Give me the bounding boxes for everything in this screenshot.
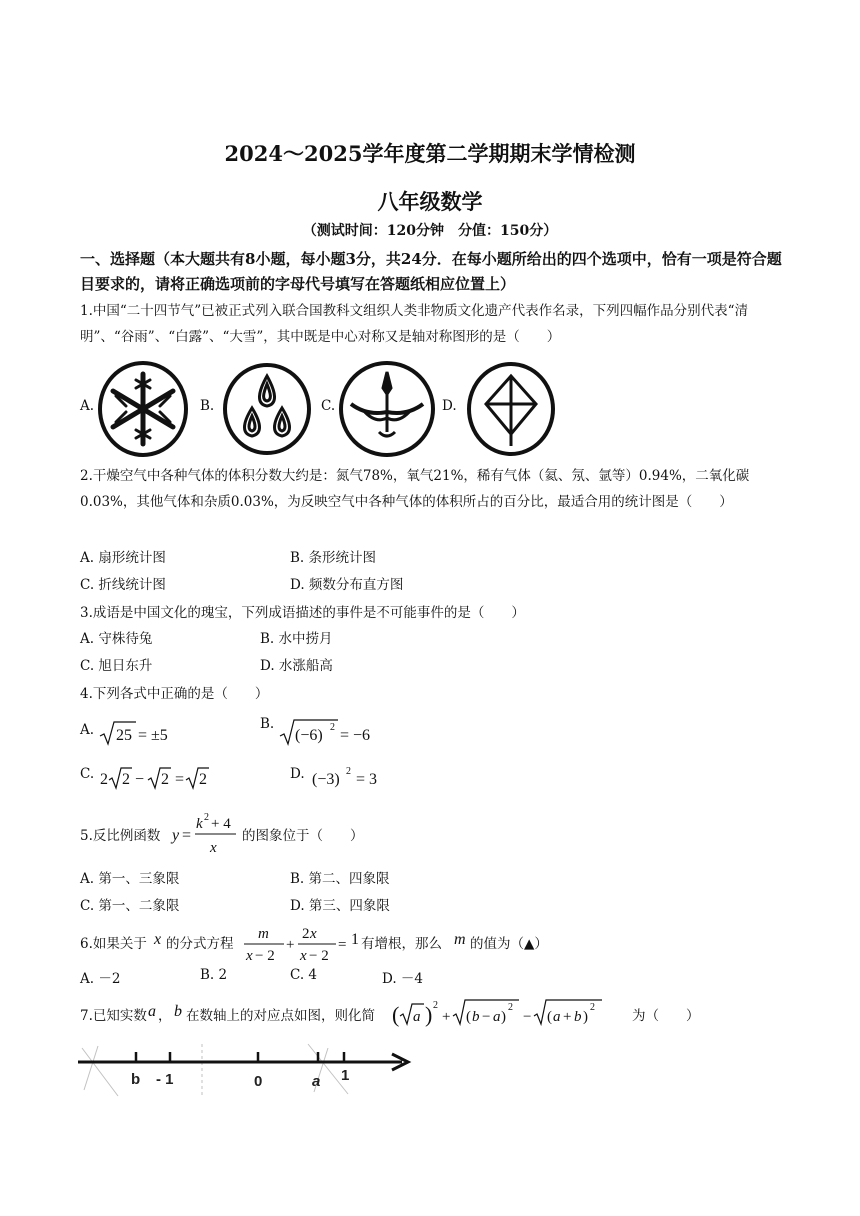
q6-option-a: A. －2 [80,971,121,987]
q5-stem-pre: 5.反比例函数 [80,828,161,844]
svg-text:(−3): (−3) [312,771,340,788]
svg-text:(−6): (−6) [295,727,323,744]
svg-text:2: 2 [302,926,310,942]
snowflake-figure [96,360,190,458]
section-heading: 一、选择题（本大题共有8小题，每小题3分，共24分．在每小题所给出的四个选项中，恰有一项是符合题目要求的，请将正确选项前的字母代号填写在答题纸相应位置上） [80,250,782,293]
q1-label-c: C. [321,398,336,414]
svg-text:=: = [175,771,185,788]
svg-text:x: x [210,840,217,856]
exam-info: （测试时间：120分钟 分值：150分） [302,223,558,239]
q7-var-b: b [174,1003,182,1020]
svg-text:2: 2 [122,771,130,788]
svg-text:= 3: = 3 [356,771,378,788]
svg-text:2: 2 [433,1000,438,1011]
question-1-stem: 1.中国“二十四节气”已被正式列入联合国教科文组织人类非物质文化遗产代表作名录，下列四幅作品分别代表“清明”、“谷雨”、“白露”、“大雪”，其中既是中心对称又是轴对称图形的是（ ） [80,303,749,345]
q4-option-b-formula [278,716,388,748]
svg-text:): ) [583,1009,588,1025]
svg-text:2: 2 [204,812,209,823]
svg-text:− 2: − 2 [309,948,329,964]
q1-label-a: A. [80,398,95,414]
svg-text:x: x [246,948,253,964]
svg-text:2: 2 [161,771,169,788]
svg-text:= −6: = −6 [340,727,371,744]
q4-option-d-formula [310,760,390,792]
q4-label-a: A. [80,722,95,738]
svg-text:+: + [286,937,295,953]
q6-stem-pre: 6.如果关于 [80,936,147,952]
svg-text:−: − [523,1009,532,1025]
svg-text:−: − [135,771,145,788]
svg-text:=: = [182,827,192,844]
kite-figure [464,360,558,458]
q5-stem-post: 的图象位于（ ） [242,828,364,844]
svg-text:y: y [172,827,180,844]
svg-text:(: ( [547,1009,552,1025]
q6-var-x: x [154,931,162,948]
q7-number-line [78,1040,418,1098]
q7-stem-post: 为（ ） [632,1008,700,1024]
q7-stem-mid: ， [158,1008,172,1024]
q1-label-b: B. [200,398,215,414]
q5-option-a: A. 第一、三象限 [80,871,180,887]
q2-option-c: C. 折线统计图 [80,577,166,593]
svg-text:2: 2 [508,1002,513,1013]
raindrops-figure [220,362,314,456]
svg-text:+: + [563,1009,572,1025]
svg-text:): ) [501,1009,506,1025]
q3-option-c: C. 旭日东升 [80,658,153,674]
q4-option-a-formula [98,716,178,748]
svg-text:2: 2 [590,1002,595,1013]
svg-text:a: a [413,1009,421,1025]
q7-stem-pre: 7.已知实数 [80,1008,147,1024]
svg-text:2: 2 [199,771,207,788]
svg-text:x: x [310,926,317,942]
axis-label-b: b [131,1071,141,1088]
q3-option-a: A. 守株待兔 [80,631,153,647]
axis-label-zero: 0 [254,1073,263,1090]
svg-text:b: b [574,1009,582,1025]
q7-expression-formula [392,996,626,1032]
dew-lamp-figure [337,360,437,458]
q4-label-b: B. [260,716,275,732]
q4-label-d: D. [290,766,305,782]
svg-text:25: 25 [116,727,132,744]
svg-text:b: b [472,1009,480,1025]
svg-text:(: ( [392,1002,400,1027]
q6-equation-formula [240,920,350,966]
question-4-stem: 4.下列各式中正确的是（ ） [80,686,269,702]
q6-option-d: D. －4 [382,971,424,987]
q2-option-a: A. 扇形统计图 [80,550,166,566]
q6-stem-post: 有增根，那么 [361,936,442,952]
svg-text:+ 4: + 4 [211,816,231,832]
q5-option-c: C. 第一、二象限 [80,898,180,914]
svg-text:− 2: − 2 [255,948,275,964]
axis-label-a: a [312,1073,321,1090]
q6-var-m: m [454,931,466,948]
q6-rhs-one: 1 [351,931,359,948]
q7-stem-mid2: 在数轴上的对应点如图，则化简 [186,1008,375,1024]
svg-text:+: + [442,1009,451,1025]
q5-option-b: B. 第二、四象限 [290,871,390,887]
q1-label-d: D. [442,398,457,414]
axis-label-minus-one: - 1 [156,1071,174,1088]
svg-text:−: − [482,1009,491,1025]
q4-label-c: C. [80,766,95,782]
question-1-figures [80,360,580,460]
exam-subtitle: 八年级数学 [377,189,483,214]
question-2-stem: 2.干燥空气中各种气体的体积分数大约是：氮气78%，氧气21%，稀有气体（氦、氖、氩等）0.94%，二氧化碳0.03%，其他气体和杂质0.03%，为反映空气中各种气体的体积所占的百分比，最适合用的统计图是（ ） [80,468,750,510]
svg-text:2: 2 [100,771,108,788]
q5-function-formula [170,808,240,860]
q7-var-a: a [148,1003,156,1020]
q2-option-d: D. 频数分布直方图 [290,577,404,593]
q3-option-b: B. 水中捞月 [260,631,333,647]
q4-option-c-formula [98,760,218,792]
svg-text:a: a [493,1009,501,1025]
question-3-stem: 3.成语是中国文化的瑰宝，下列成语描述的事件是不可能事件的是（ ） [80,605,525,621]
svg-text:2: 2 [346,766,351,777]
q6-stem-mid: 的分式方程 [166,936,234,952]
svg-text:=: = [338,937,347,953]
svg-text:x: x [300,948,307,964]
svg-text:a: a [553,1009,561,1025]
exam-title: 2024～2025学年度第二学期期末学情检测 [224,141,636,166]
q3-option-d: D. 水涨船高 [260,658,333,674]
svg-text:m: m [258,926,269,942]
svg-text:(: ( [466,1009,471,1025]
q6-option-b: B. 2 [200,967,228,983]
q6-option-c: C. 4 [290,967,318,983]
svg-text:2: 2 [330,722,335,733]
q2-option-b: B. 条形统计图 [290,550,377,566]
svg-text:): ) [425,1002,433,1027]
axis-label-one: 1 [341,1067,350,1084]
svg-text:k: k [196,816,203,832]
svg-text:= ±5: = ±5 [138,727,168,744]
q6-stem-end: 的值为（▲） [470,936,548,952]
q5-option-d: D. 第三、四象限 [290,898,390,914]
